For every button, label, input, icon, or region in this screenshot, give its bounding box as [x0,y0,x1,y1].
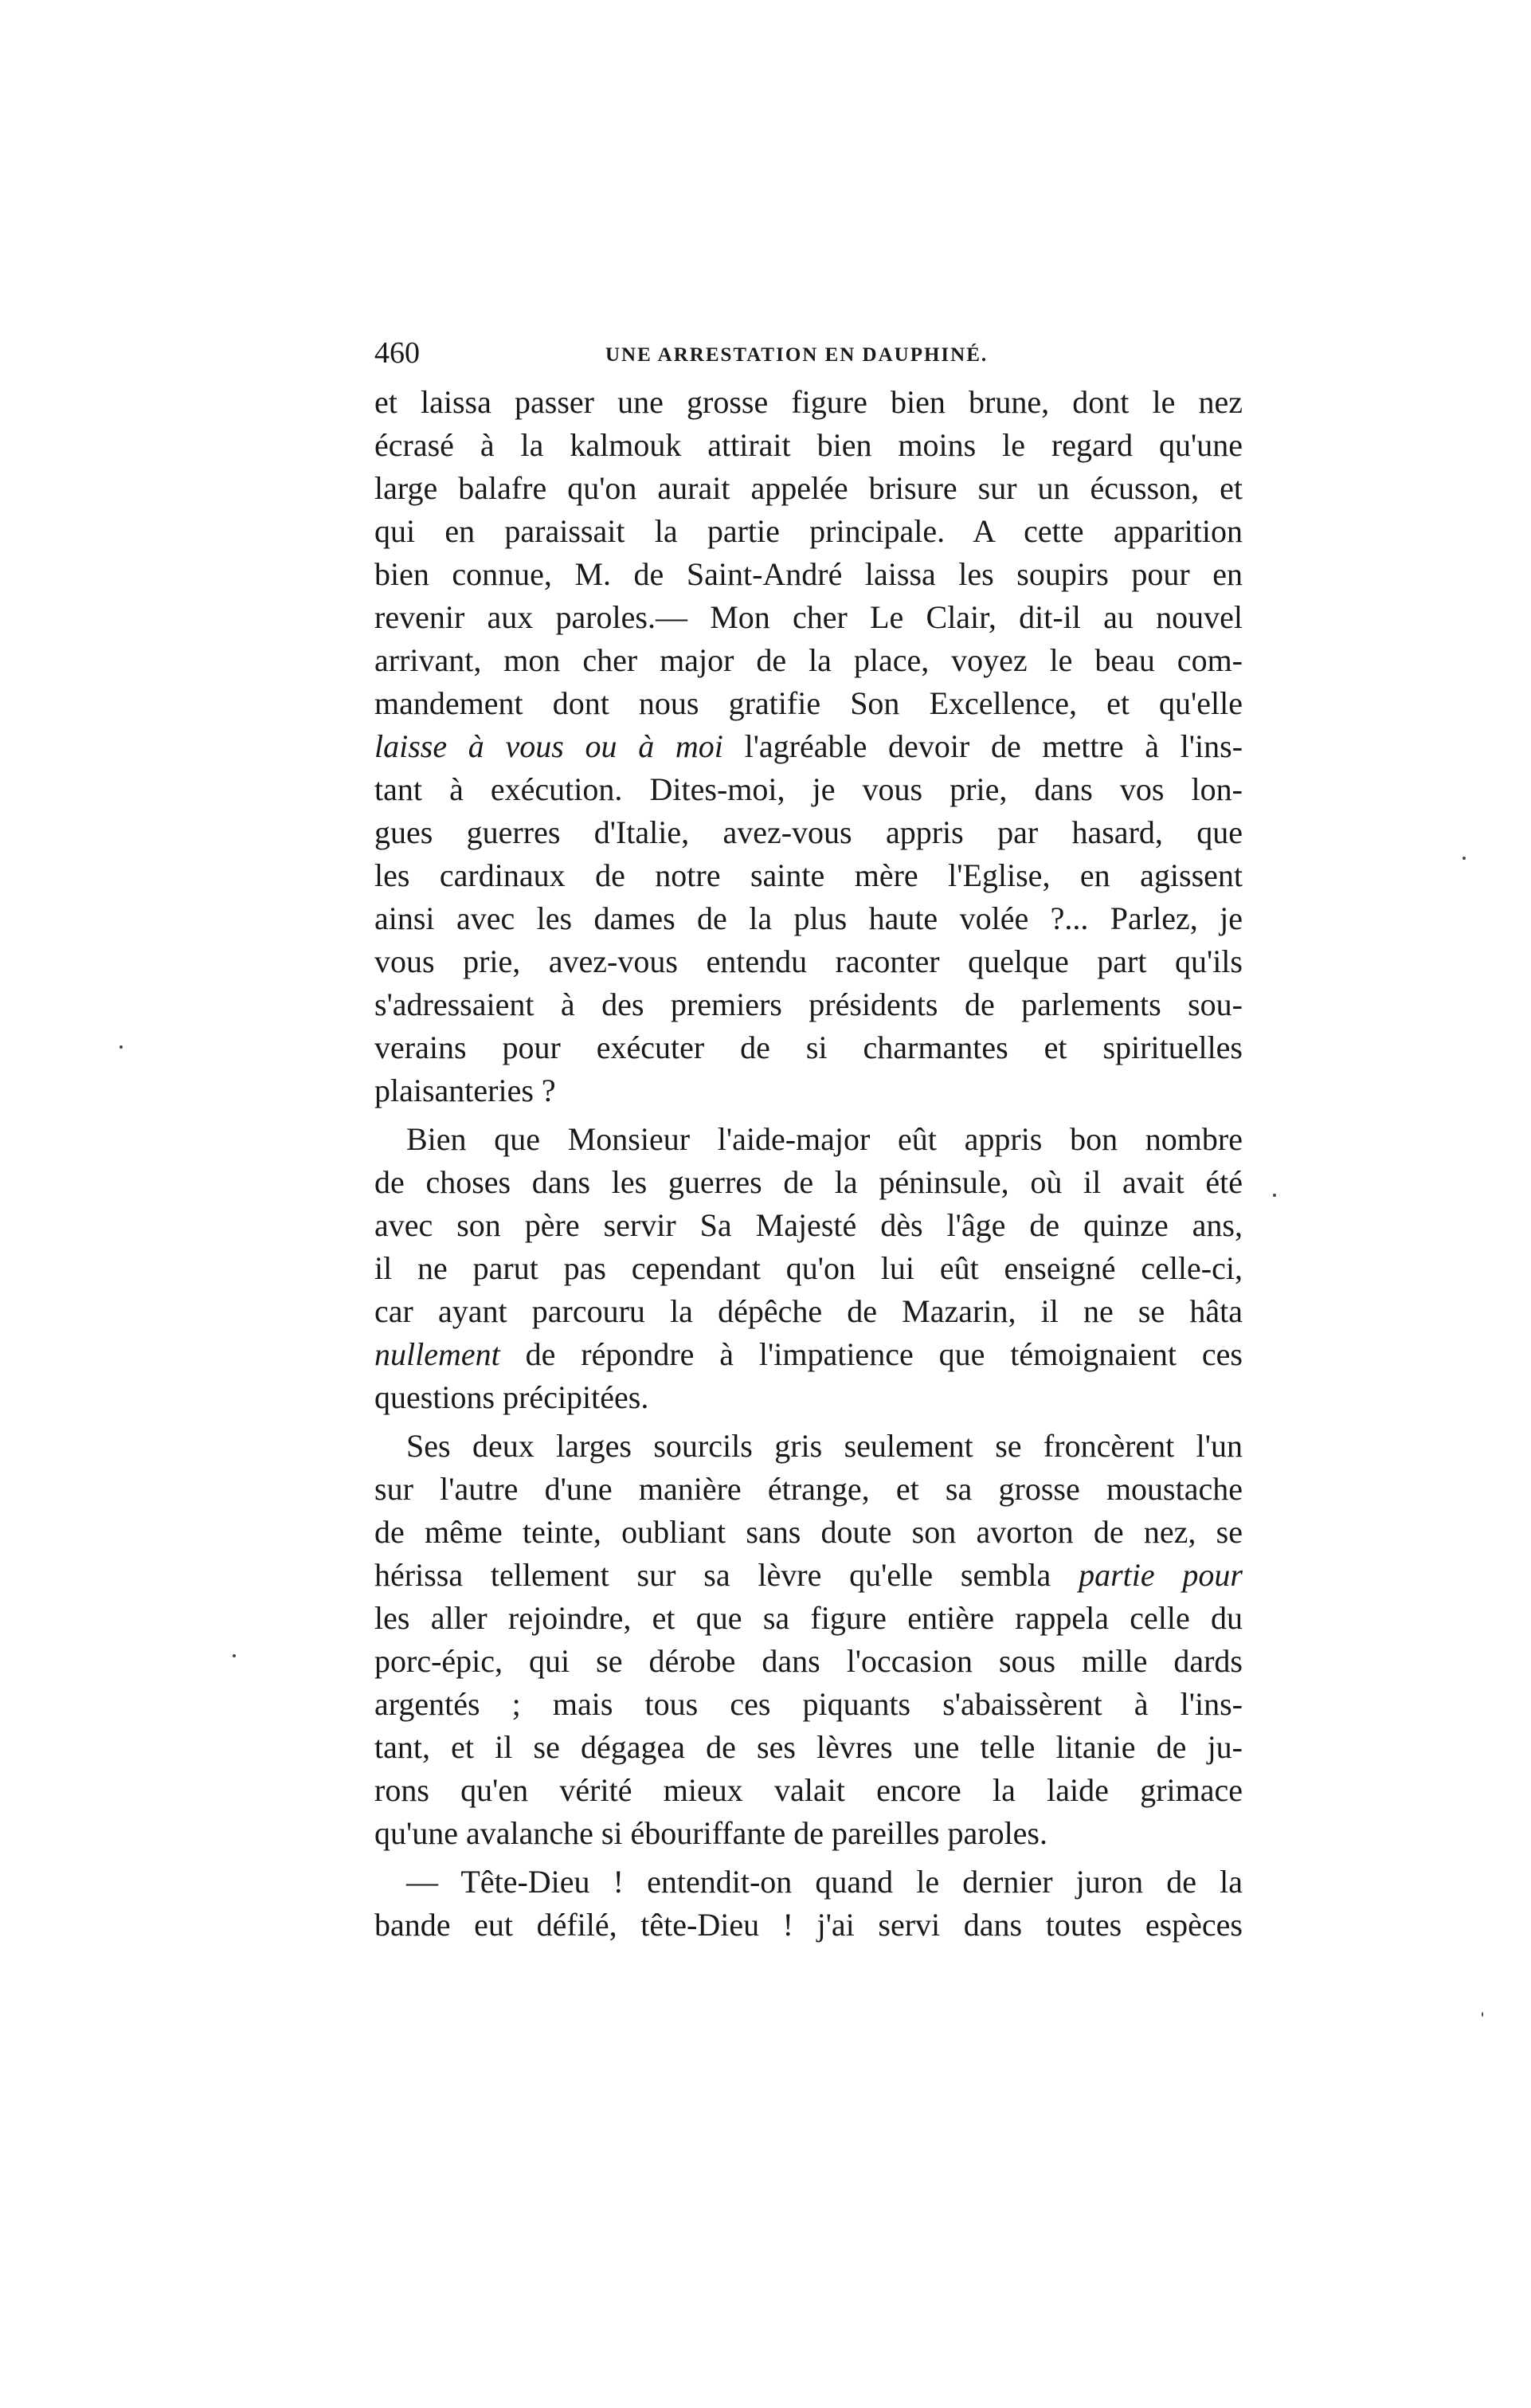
text-line: revenir aux paroles.— Mon cher Le Clair, dit-il au nouvel [374,599,1243,635]
italic-phrase: laisse à vous ou à moi [374,728,723,764]
text-line: rons qu'en vérité mieux valait encore la laide grimace [374,1772,1243,1808]
text-line: les aller rejoindre, et que sa figure entière rappela celle du [374,1600,1243,1636]
text-line: tant à exécution. Dites-moi, je vous prie, dans vos lon- [374,771,1243,807]
body-text [374,381,1243,1947]
text-line-italic-mix: nullement de répondre à l'impatience que témoignaient ces [374,1336,1243,1372]
text-line: avec son père servir Sa Majesté dès l'âge de quinze ans, [374,1207,1243,1243]
text-line: bande eut défilé, tête-Dieu ! j'ai servi dans toutes espèces [374,1907,1243,1943]
text-line: de même teinte, oubliant sans doute son avorton de nez, se [374,1514,1243,1550]
text-line: mandement dont nous gratifie Son Excellence, et qu'elle [374,685,1243,721]
text-line: verains pour exécuter de si charmantes et spirituelles [374,1029,1243,1065]
text-line: gues guerres d'Italie, avez-vous appris par hasard, que [374,814,1243,850]
text-line: ainsi avec les dames de la plus haute volée ?... Parlez, je [374,900,1243,936]
text-line-italic-mix: hérissa tellement sur sa lèvre qu'elle sembla partie pour [374,1557,1243,1593]
text-line: tant, et il se dégagea de ses lèvres une telle litanie de ju- [374,1729,1243,1765]
ink-speck [1273,1194,1276,1197]
text-line: qu'une avalanche si ébouriffante de pareilles paroles. [374,1815,1047,1851]
text-line-italic-mix: laisse à vous ou à moi l'agréable devoir de mettre à l'ins- [374,728,1243,764]
text-line: car ayant parcouru la dépêche de Mazarin, il ne se hâta [374,1293,1243,1329]
italic-phrase: nullement [374,1336,500,1372]
text-line: large balafre qu'on aurait appelée brisure sur un écusson, et [374,470,1243,506]
running-title: UNE ARRESTATION EN DAUPHINÉ. [605,344,989,366]
ink-speck [1482,2012,1483,2017]
text-line: arrivant, mon cher major de la place, voyez le beau com- [374,642,1243,678]
ink-speck [233,1654,236,1657]
text-line: Ses deux larges sourcils gris seulement se froncèrent l'un [406,1428,1243,1464]
ink-speck [1462,857,1466,860]
text-line: s'adressaient à des premiers présidents de parlements sou- [374,986,1243,1022]
text-line: de choses dans les guerres de la péninsule, où il avait été [374,1164,1243,1200]
ink-speck [119,1045,123,1049]
text-line: les cardinaux de notre sainte mère l'Eglise, en agissent [374,857,1243,893]
text-line: qui en paraissait la partie principale. A cette apparition [374,513,1243,549]
text-line: Bien que Monsieur l'aide-major eût appris bon nombre [406,1121,1243,1157]
page-number: 460 [374,336,420,370]
text-line: il ne parut pas cependant qu'on lui eût enseigné celle-ci, [374,1250,1243,1286]
text-line: questions précipitées. [374,1379,649,1415]
text-line: sur l'autre d'une manière étrange, et sa grosse moustache [374,1471,1243,1507]
text-line: plaisanteries ? [374,1073,556,1108]
text-line: bien connue, M. de Saint-André laissa les soupirs pour en [374,556,1243,592]
page-header [374,333,1036,381]
text-line: porc-épic, qui se dérobe dans l'occasion sous mille dards [374,1643,1243,1679]
text-line: — Tête-Dieu ! entendit-on quand le dernier juron de la [406,1864,1243,1900]
text-line: et laissa passer une grosse figure bien brune, dont le nez [374,384,1243,420]
text-line: écrasé à la kalmouk attirait bien moins le regard qu'une [374,427,1243,463]
text-line: vous prie, avez-vous entendu raconter quelque part qu'ils [374,943,1243,979]
text-line: argentés ; mais tous ces piquants s'abaissèrent à l'ins- [374,1686,1243,1722]
italic-phrase: partie pour [1079,1557,1243,1593]
